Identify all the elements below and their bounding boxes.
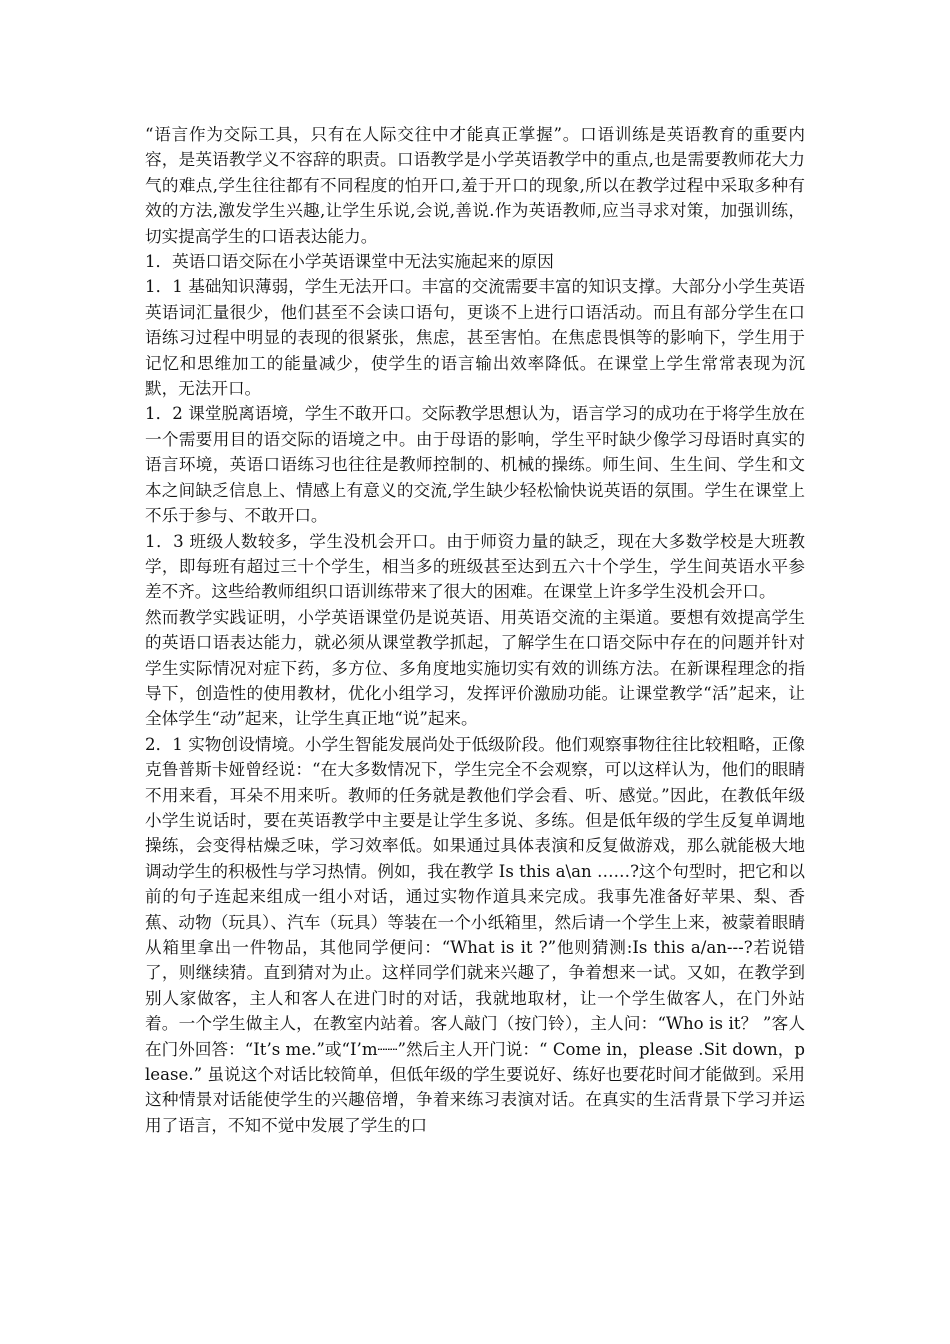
paragraph-1-3: 1．3 班级人数较多，学生没机会开口。由于师资力量的缺乏，现在大多数学校是大班教学，即每班有超过三十个学生，相当多的班级甚至达到五六十个学生，学生间英语水平参差不齐。这些给教师组织口语训练带来了很大的困难。在课堂上许多学生没机会开口。 [145, 531, 805, 602]
paragraph-1-1: 1．1 基础知识薄弱，学生无法开口。丰富的交流需要丰富的知识支撑。大部分小学生英语英语词汇量很少，他们甚至不会读口语句，更谈不上进行口语活动。而且有部分学生在口语练习过程中明显的表现的很紧张，焦虑，甚至害怕。在焦虑畏惧等的影响下，学生用于记忆和思维加工的能量减少，使学生的语言输出效率降低。在课堂上学生常常表现为沉默，无法开口。 [145, 277, 805, 399]
paragraph-2-1: 2．1 实物创设情境。小学生智能发展尚处于低级阶段。他们观察事物往往比较粗略，正像克鲁普斯卡娅曾经说：“在大多数情况下，学生完全不会观察，可以这样认为，他们的眼睛不用来看，耳朵不用来听。教师的任务就是教他们学会看、听、感觉。”因此，在教低年级小学生说话时，要在英语教学中主要是让学生多说、多练。但是低年级的学生反复单调地操练，会变得枯燥乏味，学习效率低。如果通过具体表演和反复做游戏，那么就能极大地调动学生的积极性与学习热情。例如，我在教学 Is this a\an ……?这个句型时，把它和以前的句子连起来组成一组小对话，通过实物作道具来完成。我事先准备好苹果、梨、香蕉、动物（玩具）、汽车（玩具）等装在一个小纸箱里，然后请一个学生上来，被蒙着眼睛从箱里拿出一件物品，其他同学便问：“What is it ?”他则猜测:Is this a/an---?若说错了，则继续猜。直到猜对为止。这样同学们就来兴趣了，争着想来一试。又如，在教学到别人家做客，主人和客人在进门时的对话，我就地取材，让一个学生做客人，在门外站着。一个学生做主人，在教室内站着。客人敲门（按门铃），主人问：“Who is it？ ”客人在门外回答：“It’s me.”或“I’m┈┈”然后主人开门说：“ Come in，please .Sit down，please.” 虽说这个对话比较简单，但低年级的学生要说好、练好也要花时间才能做到。采用这种情景对话能使学生的兴趣倍增，争着来练习表演对话。在真实的生活背景下学习并运用了语言，不知不觉中发展了学生的口 [145, 734, 805, 1135]
transition-paragraph: 然而教学实践证明，小学英语课堂仍是说英语、用英语交流的主渠道。要想有效提高学生的英语口语表达能力，就必须从课堂教学抓起，了解学生在口语交际中存在的问题并针对学生实际情况对症下药，多方位、多角度地实施切实有效的训练方法。在新课程理念的指导下，创造性的使用教材，优化小组学习，发挥评价激励功能。让课堂教学“活”起来，让全体学生“动”起来，让学生真正地“说”起来。 [145, 607, 805, 729]
intro-paragraph: “语言作为交际工具，只有在人际交往中才能真正掌握”。口语训练是英语教育的重要内容，是英语教学义不容辞的职责。口语教学是小学英语教学中的重点,也是需要教师花大力气的难点,学生往往都有不同程度的怕开口,羞于开口的现象,所以在教学过程中采取多种有效的方法,激发学生兴趣,让学生乐说,会说,善说.作为英语教师,应当寻求对策，加强训练，切实提高学生的口语表达能力。 [145, 125, 805, 246]
paragraph-1-2: 1．2 课堂脱离语境，学生不敢开口。交际教学思想认为，语言学习的成功在于将学生放在一个需要用目的语交际的语境之中。由于母语的影响，学生平时缺少像学习母语时真实的语言环境，英语口语练习也往往是教师控制的、机械的操练。师生间、生生间、学生和文本之间缺乏信息上、情感上有意义的交流,学生缺少轻松愉快说英语的氛围。学生在课堂上不乐于参与、不敢开口。 [145, 404, 805, 526]
document-body [145, 122, 805, 1138]
section-heading-1: 1．英语口语交际在小学英语课堂中无法实施起来的原因 [145, 252, 554, 272]
